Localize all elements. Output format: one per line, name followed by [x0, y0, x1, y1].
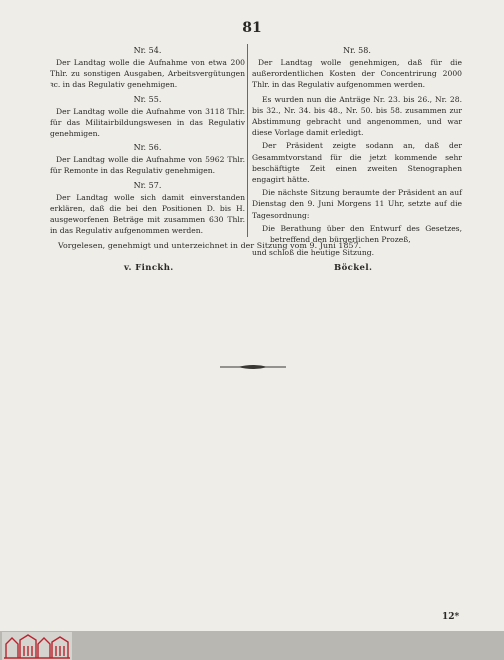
- closing-statement: Vorgelesen, genehmigt und unterzeichnet in der Sitzung vom 9. Juni 1857.: [58, 241, 362, 250]
- column-divider: [247, 44, 248, 237]
- motion-number: Nr. 55.: [133, 94, 162, 104]
- paragraph-next-session: Die nächste Sitzung beraumte der Präsident an auf Dienstag den 9. Juni Morgens 11 Uhr, setzte auf die Tagesordnung:: [252, 188, 462, 220]
- signature-left: v. Finckh.: [124, 263, 174, 273]
- motion-text: Der Landtag wolle genehmigen, daß für die außerordentlichen Kosten der Concentrirung 2000 Thlr. in das Regulativ aufgenommen werden.: [252, 58, 462, 90]
- signature-right: Böckel.: [334, 263, 373, 273]
- paragraph-vote: Es wurden nun die Anträge Nr. 23. bis 26., Nr. 28. bis 32., Nr. 34. bis 48., Nr. 50. bis 58. zusammen zur Abstimmung gebracht und angenommen, und war diese Vorlage damit erledigt.: [252, 94, 462, 138]
- motion-text: Der Landtag wolle die Aufnahme von 5962 Thlr. für Remonte in das Regulativ genehmigen.: [50, 155, 245, 176]
- agenda-item: Die Berathung über den Entwurf des Gesetzes, betreffend den bürgerlichen Prozeß,: [262, 223, 462, 245]
- motion-entry: [50, 180, 245, 237]
- motion-entry: [252, 45, 462, 91]
- paragraph-stenographer: Der Präsident zeigte sodann an, daß der Gesammtvorstand für die jetzt kommende sehr beschäftigte Zeit einen zweiten Stenographen engagirt hätte.: [252, 141, 462, 185]
- signature-mark: 12*: [442, 612, 460, 622]
- library-building-icon: [2, 632, 72, 660]
- motion-entry: [50, 142, 245, 176]
- page-number: 81: [242, 20, 262, 36]
- motion-text: Der Landtag wolle die Aufnahme von 3118 Thlr. für das Militairbildungswesen in das Regulativ genehmigen.: [50, 106, 245, 139]
- motion-text: Der Landtag wolle die Aufnahme von etwa 200 Thlr. zu sonstigen Ausgaben, Arbeitsvergütungen ꝛc. in das Regulativ genehmigen.: [50, 58, 245, 90]
- motion-number: Nr. 57.: [133, 180, 162, 190]
- closing-line: und schloß die heutige Sitzung.: [252, 248, 375, 258]
- scan-bottom-strip: [0, 631, 504, 660]
- motion-number: Nr. 58.: [343, 46, 371, 55]
- motion-entry: [50, 45, 245, 91]
- motion-text: Der Landtag wolle sich damit einverstanden erklären, daß die bei den Positionen D. bis H. ausgeworfenen Beträge mit zusammen 630 Thlr. in das Regulativ aufgenommen werden.: [50, 192, 245, 236]
- left-column: [50, 45, 245, 239]
- motion-number: Nr. 56.: [133, 143, 162, 153]
- ornament-divider: [218, 362, 288, 372]
- right-column: [252, 45, 462, 258]
- motion-entry: [50, 94, 245, 140]
- motion-number: Nr. 54.: [133, 46, 162, 55]
